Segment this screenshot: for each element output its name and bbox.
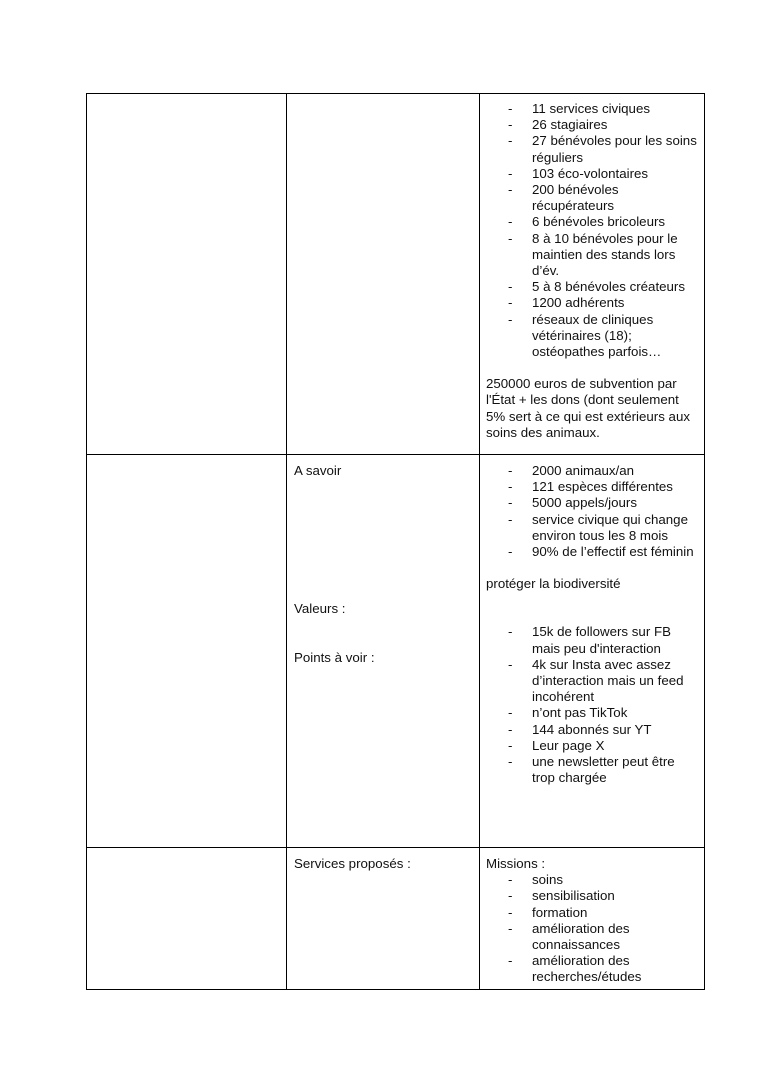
list-item (486, 624, 700, 656)
list-item (486, 544, 700, 560)
list-item-text: 121 espèces différentes (532, 479, 673, 495)
label-valeurs: Valeurs : (294, 601, 346, 617)
list-item-text: Leur page X (532, 737, 605, 753)
list-item (486, 953, 700, 985)
list-item-text: 4k sur Insta avec assez d’interaction mais un feed incohérent (532, 656, 684, 705)
list-item-text: 15k de followers sur FB mais peu d'interaction (532, 624, 671, 656)
list-item (486, 722, 700, 738)
list-item-text: 1200 adhérents (532, 295, 625, 311)
list-item (486, 295, 700, 311)
table-row (87, 94, 705, 455)
list-item-text: 26 stagiaires (532, 117, 608, 133)
list-item-text: 90% de l’effectif est féminin (532, 544, 694, 560)
info-table (86, 93, 705, 990)
list-item (486, 705, 700, 721)
dash-bullet-icon: - (508, 495, 513, 511)
points-list (486, 624, 700, 786)
table-cell-empty (87, 94, 287, 455)
label-services: Services proposés : (294, 856, 411, 871)
dash-bullet-icon: - (508, 295, 513, 311)
funding-text: 250000 euros de subvention par l'État + les dons (dont seulement 5% sert à ce qui est extérieurs aux soins des animaux. (486, 376, 690, 440)
list-item-text: amélioration des recherches/études (532, 953, 642, 985)
list-item (486, 905, 700, 921)
list-item (486, 479, 700, 495)
list-item-text: service civique qui change environ tous les 8 mois (532, 511, 688, 543)
list-item (486, 888, 700, 904)
missions-list (486, 872, 700, 985)
dash-bullet-icon: - (508, 888, 513, 904)
table-row (87, 848, 705, 990)
list-item-text: 103 éco-volontaires (532, 165, 649, 181)
table-cell-empty (87, 848, 287, 990)
table-cell-empty (87, 455, 287, 848)
dash-bullet-icon: - (508, 754, 513, 770)
list-item-text: formation (532, 904, 588, 920)
table-cell-empty (287, 94, 480, 455)
table-cell-details (480, 455, 705, 848)
label-a-savoir: A savoir (294, 463, 342, 478)
list-item-text: 5 à 8 bénévoles créateurs (532, 279, 686, 295)
dash-bullet-icon: - (508, 904, 513, 920)
list-item-text: 11 services civiques (532, 101, 650, 116)
list-item (486, 214, 700, 230)
dash-bullet-icon: - (508, 117, 513, 133)
dash-bullet-icon: - (508, 279, 513, 295)
dash-bullet-icon: - (508, 311, 513, 327)
list-item (486, 512, 700, 544)
list-item-text: soins (532, 872, 564, 888)
list-item (486, 133, 700, 165)
dash-bullet-icon: - (508, 656, 513, 672)
label-points-a-voir: Points à voir : (294, 650, 375, 666)
dash-bullet-icon: - (508, 721, 513, 737)
list-item (486, 657, 700, 706)
list-item-text: 5000 appels/jours (532, 495, 637, 511)
list-item (486, 921, 700, 953)
list-item (486, 463, 700, 479)
list-item-text: amélioration des connaissances (532, 920, 630, 953)
list-item-text: 27 bénévoles pour les soins réguliers (532, 133, 697, 165)
list-item (486, 279, 700, 295)
list-item (486, 101, 700, 117)
list-item-text: sensibilisation (532, 888, 615, 904)
list-item-text: 6 bénévoles bricoleurs (532, 214, 666, 230)
missions-label: Missions : (486, 856, 546, 871)
list-item-text: réseaux de cliniques vétérinaires (18); ostéopathes parfois… (532, 311, 662, 360)
list-item (486, 738, 700, 754)
dash-bullet-icon: - (508, 920, 513, 936)
dash-bullet-icon: - (508, 133, 513, 149)
table-cell-labels (287, 455, 480, 848)
list-item (486, 312, 700, 361)
list-item-text: une newsletter peut être trop chargée (532, 754, 675, 786)
dash-bullet-icon: - (508, 101, 513, 116)
list-item (486, 754, 700, 786)
table-cell-missions (480, 848, 705, 990)
dash-bullet-icon: - (508, 872, 513, 888)
list-item (486, 182, 700, 214)
dash-bullet-icon: - (508, 511, 513, 527)
dash-bullet-icon: - (508, 953, 513, 969)
list-item (486, 872, 700, 888)
list-item-text: 2000 animaux/an (532, 463, 635, 478)
list-item-text: 144 abonnés sur YT (532, 721, 652, 737)
list-item-text: 200 bénévoles récupérateurs (532, 182, 619, 214)
list-item (486, 231, 700, 280)
dash-bullet-icon: - (508, 737, 513, 753)
list-item (486, 495, 700, 511)
dash-bullet-icon: - (508, 624, 513, 640)
a-savoir-list (486, 463, 700, 560)
list-item-text: n’ont pas TikTok (532, 705, 628, 721)
valeurs-value: protéger la biodiversité (486, 576, 621, 592)
list-item-text: 8 à 10 bénévoles pour le maintien des stands lors d’év. (532, 230, 678, 279)
dash-bullet-icon: - (508, 214, 513, 230)
dash-bullet-icon: - (508, 544, 513, 560)
list-item (486, 166, 700, 182)
dash-bullet-icon: - (508, 463, 513, 478)
dash-bullet-icon: - (508, 230, 513, 246)
dash-bullet-icon: - (508, 165, 513, 181)
dash-bullet-icon: - (508, 705, 513, 721)
table-cell-resources (480, 94, 705, 455)
dash-bullet-icon: - (508, 182, 513, 198)
table-cell-labels (287, 848, 480, 990)
resources-list (486, 101, 700, 360)
dash-bullet-icon: - (508, 479, 513, 495)
list-item (486, 117, 700, 133)
table-row (87, 455, 705, 848)
